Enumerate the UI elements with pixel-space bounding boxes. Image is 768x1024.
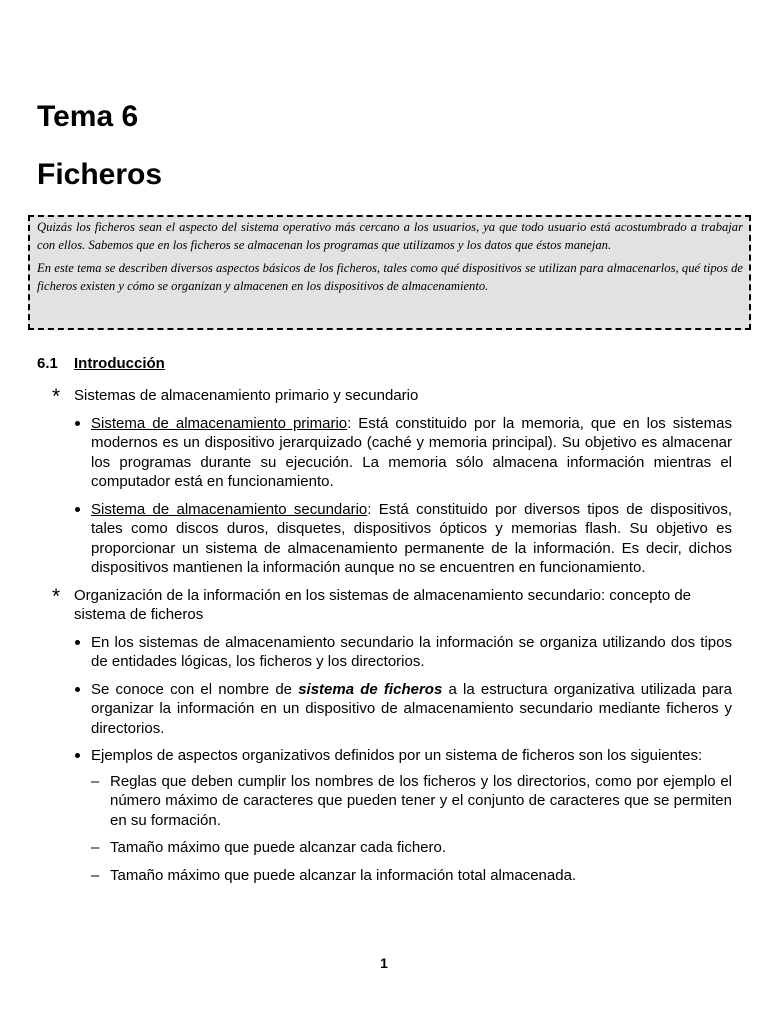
bullet-item: [74, 414, 732, 492]
chapter-title: Ficheros: [37, 158, 163, 191]
section-number: 6.1: [37, 355, 58, 372]
asterisk-bullet-icon: *: [52, 584, 61, 608]
section-heading: [37, 354, 165, 374]
dash-item: [91, 866, 732, 886]
bullet-term: Sistema de almacenamiento primario: [91, 414, 348, 432]
section-body: [52, 386, 732, 893]
bullet-item: [74, 633, 732, 672]
bullet-text-after: a la estructura organizativa utilizada para organizar la información en un dispositivo de almacenamiento secundario mediante ficheros y directorios.: [91, 680, 733, 737]
dash-item: [91, 838, 732, 858]
dash-item-text: Tamaño máximo que puede alcanzar la información total almacenada.: [110, 866, 577, 884]
asterisk-bullet-icon: *: [52, 385, 61, 408]
bullet-text: : Está constituido por la memoria, que en los sistemas modernos es un dispositivo jerarquizado (caché y memoria principal). Su objetivo es almacenar los programas durante su ejecución. La memoria sólo almacena información mientras el computador está en funcionamiento.: [91, 414, 732, 490]
bullet-text: En los sistemas de almacenamiento secundario la información se organiza utilizando dos tipos de entidades lógicas, los ficheros y los directorios.: [91, 633, 732, 670]
emphasized-term: sistema de ficheros: [298, 680, 443, 698]
bullet-term: Sistema de almacenamiento secundario: [91, 500, 368, 518]
bullet-text-before: Se conoce con el nombre de: [91, 680, 299, 698]
bullet-dot-icon: [75, 640, 80, 645]
dash-item: [91, 772, 732, 831]
dash-bullet-icon: –: [91, 839, 100, 856]
bullet-dot-icon: [75, 421, 80, 426]
bullet-dot-icon: [75, 753, 80, 758]
dash-item-text: Tamaño máximo que puede alcanzar cada fichero.: [110, 839, 447, 856]
section-title: Introducción: [74, 355, 165, 372]
dash-list: [91, 772, 732, 886]
dash-item-text: Reglas que deben cumplir los nombres de los ficheros y los directorios, como por ejemplo el número máximo de caracteres que pueden tener y el conjunto de caracteres que se permiten en su formación.: [110, 772, 732, 829]
topic-item: [52, 586, 732, 886]
bullet-item: [74, 746, 732, 885]
chapter-abstract-box: [28, 215, 751, 330]
bullet-dot-icon: [75, 507, 80, 512]
chapter-label: Tema 6: [37, 100, 139, 133]
bullet-list: [74, 633, 732, 886]
dash-bullet-icon: –: [91, 772, 100, 790]
page-number: 1: [380, 955, 388, 971]
topic-heading: Sistemas de almacenamiento primario y secundario: [74, 387, 419, 404]
topic-item: [52, 386, 732, 578]
abstract-paragraph-2: En este tema se describen diversos aspectos básicos de los ficheros, tales como qué dispositivos se utilizan para almacenarlos, qué tipos de ficheros existen y cómo se organizan y almacenen en los dispositivos de almacenamiento.: [37, 261, 743, 294]
bullet-list: [74, 414, 732, 578]
bullet-item: [74, 500, 732, 578]
bullet-dot-icon: [75, 687, 80, 692]
bullet-text: Ejemplos de aspectos organizativos definidos por un sistema de ficheros son los siguientes:: [91, 747, 703, 764]
bullet-item: [74, 680, 732, 739]
dash-bullet-icon: –: [91, 866, 100, 884]
bullet-text: : Está constituido por diversos tipos de dispositivos, tales como discos duros, disquetes, dispositivos ópticos y memorias flash. Su objetivo es proporcionar un sistema de almacenamiento permanente de la información. Es decir, dichos dispositivos mantienen la información aunque no se encuentren en funcionamiento.: [91, 500, 732, 576]
topic-heading: Organización de la información en los sistemas de almacenamiento secundario: concepto de sistema de ficheros: [74, 586, 692, 623]
abstract-paragraph-1: Quizás los ficheros sean el aspecto del sistema operativo más cercano a los usuarios, ya que todo usuario está acostumbrado a trabajar con ellos. Sabemos que en los ficheros se almacenan los programas que utilizamos y los datos que éstos manejan.: [37, 220, 743, 252]
